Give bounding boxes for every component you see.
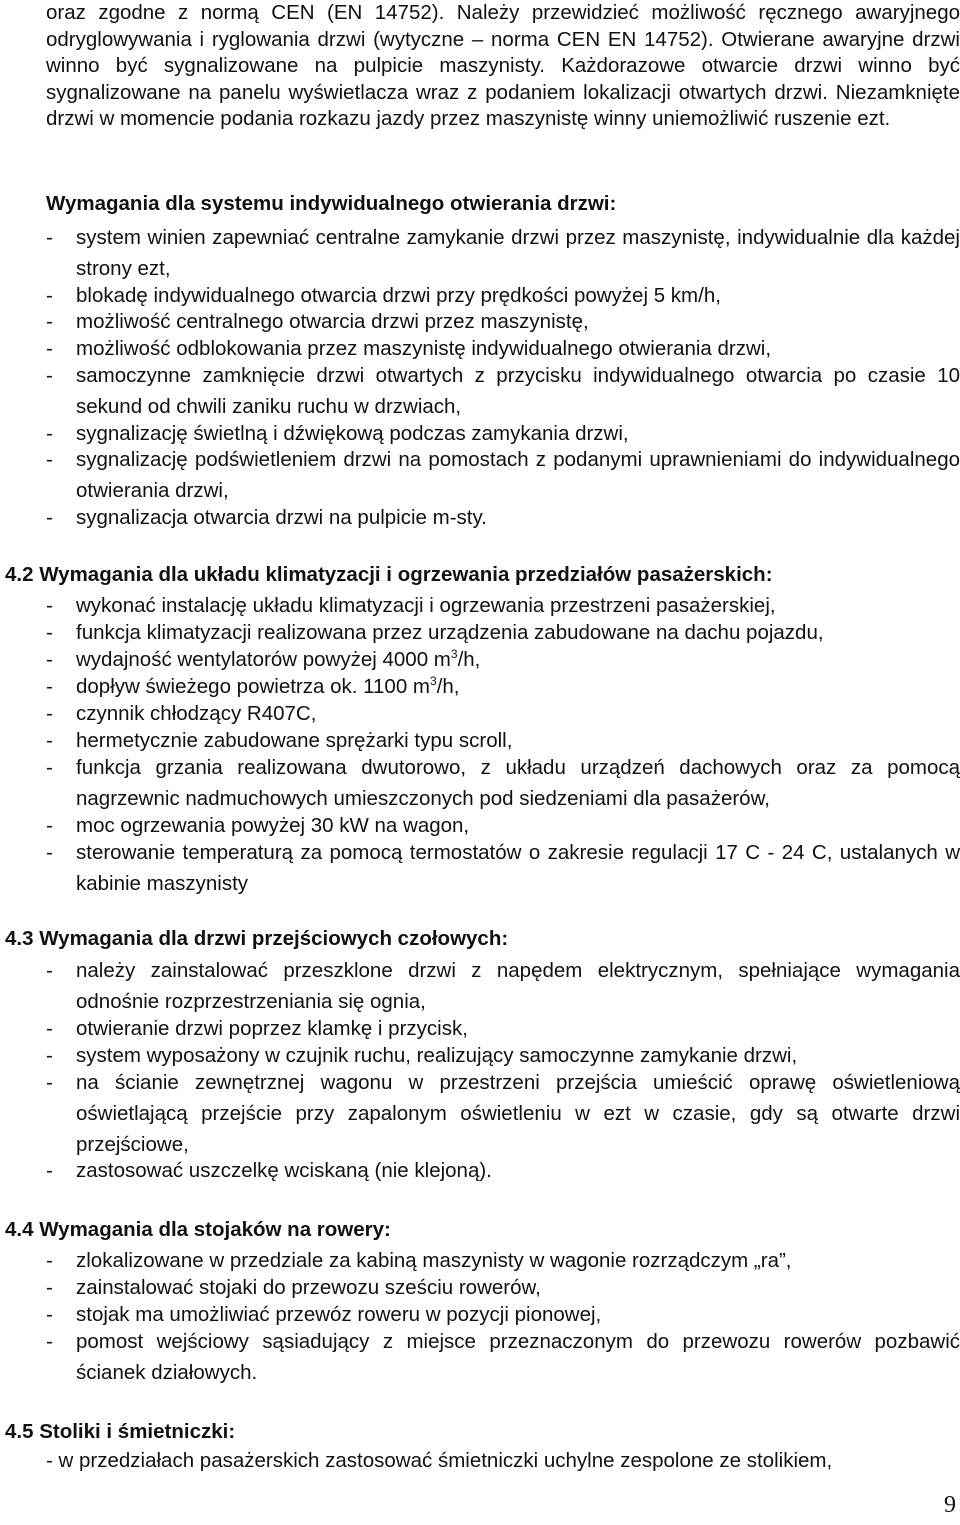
section-number: 4.5	[5, 1420, 34, 1443]
list-item-text: czynnik chłodzący R407C,	[76, 702, 317, 725]
section-title: Wymagania dla układu klimatyzacji i ogrzewania przedziałów pasażerskich:	[39, 563, 773, 586]
list-dash: -	[46, 1159, 53, 1182]
list-dash: -	[46, 675, 53, 698]
list-dash: -	[46, 594, 53, 617]
list-item-text: samoczynne zamknięcie drzwi otwartych z przycisku indywidualnego otwarcia po czasie 10 sekund od chwili zaniku ruchu w drzwiach,	[76, 364, 960, 418]
list-dash: -	[46, 959, 53, 982]
list-dash: -	[46, 841, 53, 864]
list-item	[46, 222, 960, 284]
list-item-text: otwieranie drzwi poprzez klamkę i przycisk,	[76, 1017, 468, 1040]
list-dash: -	[46, 310, 53, 333]
list-dash: -	[46, 1303, 53, 1326]
list-dash: -	[46, 448, 53, 471]
unit-tail: /h,	[436, 675, 460, 698]
list-item-text: funkcja klimatyzacji realizowana przez urządzenia zabudowane na dachu pojazdu,	[76, 621, 824, 644]
list-item-text: możliwość centralnego otwarcia drzwi przez maszynistę,	[76, 310, 589, 333]
list-item-text: blokadę indywidualnego otwarcia drzwi przy prędkości powyżej 5 km/h,	[76, 284, 721, 307]
list-item-text: pomost wejściowy sąsiadujący z miejsce przeznaczonym do przewozu rowerów pozbawić ścianek działowych.	[76, 1330, 960, 1384]
list-item-text: sygnalizację podświetleniem drzwi na pomostach z podanymi uprawnieniami do indywidualnego otwierania drzwi,	[76, 448, 960, 502]
list-item-text: hermetycznie zabudowane sprężarki typu scroll,	[76, 729, 513, 752]
list-item-text: sygnalizację świetlną i dźwiękową podczas zamykania drzwi,	[76, 422, 629, 445]
list-item	[46, 502, 960, 533]
list-item-text: wykonać instalację układu klimatyzacji i ogrzewania przestrzeni pasażerskiej,	[76, 594, 776, 617]
list-item	[46, 955, 960, 1017]
section-number: 4.2	[5, 563, 34, 586]
list-item-text: system wyposażony w czujnik ruchu, realizujący samoczynne zamykanie drzwi,	[76, 1044, 798, 1067]
list-dash: -	[46, 648, 53, 671]
section-title: Wymagania dla drzwi przejściowych czołowych:	[39, 927, 509, 950]
section-number: 4.4	[5, 1218, 34, 1241]
list-item-text: sygnalizacja otwarcia drzwi na pulpicie m-sty.	[76, 506, 487, 529]
unit-superscript: 3	[430, 674, 437, 688]
list-item-text: zainstalować stojaki do przewozu sześciu rowerów,	[76, 1276, 541, 1299]
section-4-5-heading	[5, 1419, 235, 1445]
section-4-3-heading	[5, 926, 508, 952]
list-item-text: na ścianie zewnętrznej wagonu w przestrzeni przejścia umieścić oprawę oświetleniową oświetlającą przejście przy zapalonym oświetleniu w ezt w czasie, gdy są otwarte drzwi przejściowe,	[76, 1071, 960, 1156]
list-dash: -	[46, 1330, 53, 1353]
list-dash: -	[46, 621, 53, 644]
list-item-text: zlokalizowane w przedziale za kabiną maszynisty w wagonie rozrządczym „ra”,	[76, 1249, 792, 1272]
door-system-heading: Wymagania dla systemu indywidualnego otwierania drzwi:	[46, 192, 617, 215]
list-dash: -	[46, 1044, 53, 1067]
section-4-5-line: - w przedziałach pasażerskich zastosować śmietniczki uchylne zespolone ze stolikiem,	[46, 1449, 833, 1472]
item-text: dopływ świeżego powietrza ok. 1100 m	[76, 675, 430, 698]
list-item-text: funkcja grzania realizowana dwutorowo, z układu urządzeń dachowych oraz za pomocą nagrzewnic nadmuchowych umieszczonych pod siedzeniami dla pasażerów,	[76, 756, 960, 810]
list-item-text: sterowanie temperaturą za pomocą termostatów o zakresie regulacji 17 C - 24 C, ustalanych w kabinie maszynisty	[76, 841, 960, 895]
list-dash: -	[46, 814, 53, 837]
list-item	[46, 1067, 960, 1160]
list-dash: -	[46, 756, 53, 779]
list-dash: -	[46, 729, 53, 752]
list-item	[46, 444, 960, 506]
list-item	[46, 1155, 960, 1186]
section-title: Wymagania dla stojaków na rowery:	[39, 1218, 391, 1241]
list-dash: -	[46, 1017, 53, 1040]
list-dash: -	[46, 702, 53, 725]
list-item	[46, 752, 960, 814]
list-item	[46, 360, 960, 422]
list-dash: -	[46, 364, 53, 387]
list-item-text: należy zainstalować przeszklone drzwi z napędem elektrycznym, spełniające wymagania odnośnie rozprzestrzeniania się ognia,	[76, 959, 960, 1013]
list-item-text: moc ogrzewania powyżej 30 kW na wagon,	[76, 814, 470, 837]
list-dash: -	[46, 1276, 53, 1299]
list-item-text: stojak ma umożliwiać przewóz roweru w pozycji pionowej,	[76, 1303, 602, 1326]
list-item-text: system winien zapewniać centralne zamykanie drzwi przez maszynistę, indywidualnie dla każdej strony ezt,	[76, 226, 960, 280]
list-dash: -	[46, 226, 53, 249]
unit-superscript: 3	[450, 647, 458, 661]
list-item	[46, 837, 960, 899]
section-title: Stoliki i śmietniczki:	[39, 1420, 236, 1443]
list-dash: -	[46, 1071, 53, 1094]
section-4-4-heading	[5, 1217, 391, 1243]
section-4-2-heading	[5, 562, 773, 588]
list-item	[46, 1326, 960, 1388]
list-dash: -	[46, 506, 53, 529]
list-item-text: zastosować uszczelkę wciskaną (nie klejoną).	[76, 1159, 492, 1182]
list-dash: -	[46, 422, 53, 445]
section-number: 4.3	[5, 927, 34, 950]
page-number: 9	[944, 1492, 956, 1518]
list-dash: -	[46, 1249, 53, 1272]
item-text: wydajność wentylatorów powyżej 4000 m	[76, 648, 451, 671]
list-item-text: możliwość odblokowania przez maszynistę indywidualnego otwierania drzwi,	[76, 337, 772, 360]
intro-paragraph: oraz zgodne z normą CEN (EN 14752). Należy przewidzieć możliwość ręcznego awaryjnego odryglowywania i ryglowania drzwi (wytyczne – norma CEN EN 14752). Otwierane awaryjne drzwi winno być sygnalizowane na pulpicie maszynisty. Każdorazowe otwarcie drzwi winno być sygnalizowane na panelu wyświetlacza wraz z podaniem lokalizacji otwartych drzwi. Niezamknięte drzwi w momencie podania rozkazu jazdy przez maszynistę winny uniemożliwić ruszenie ezt.	[46, 1, 960, 130]
list-dash: -	[46, 284, 53, 307]
list-dash: -	[46, 337, 53, 360]
unit-tail: /h,	[457, 648, 481, 671]
